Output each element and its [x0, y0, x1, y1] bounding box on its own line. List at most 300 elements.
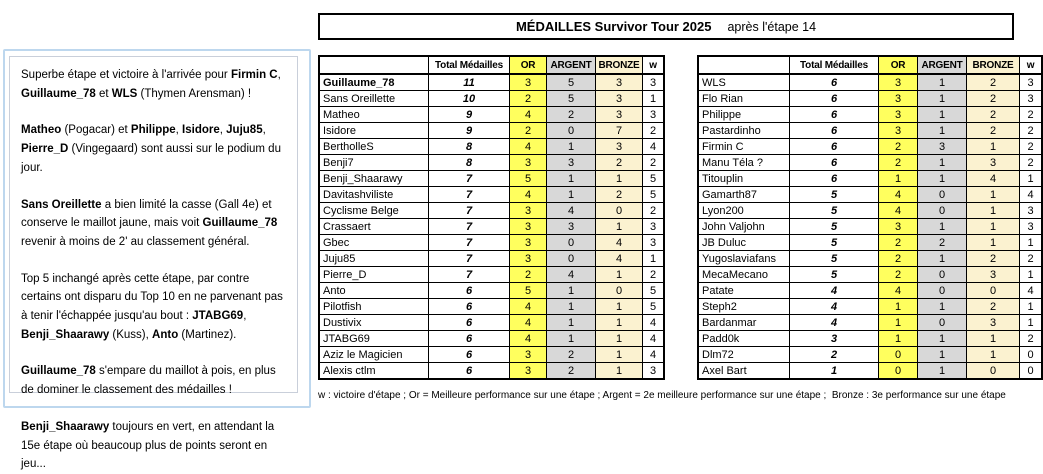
gold-cell: 4 — [879, 283, 918, 299]
commentary-text: toujours en vert, en attendant la 15e étape où beaucoup plus de points seront en jeu... — [21, 420, 275, 471]
wins-cell: 4 — [643, 347, 665, 363]
commentary-text: et — [95, 87, 112, 100]
w-header: w — [1020, 56, 1043, 74]
commentary-text: s'empare du maillot à pois, en plus de dominer le classement des médailles ! — [21, 365, 276, 397]
bronze-cell: 0 — [596, 203, 643, 219]
silver-cell: 4 — [547, 267, 596, 283]
silver-cell: 1 — [918, 171, 967, 187]
bronze-cell: 2 — [596, 155, 643, 171]
table-row — [698, 91, 1042, 107]
gold-cell: 5 — [510, 283, 547, 299]
table-row — [319, 299, 664, 315]
total-medals-cell: 6 — [790, 171, 879, 187]
legend-footnote: w : victoire d'étape ; Or = Meilleure performance sur une étape ; Argent = 2e meilleure performance sur une étape ; Bronze : 3e performance sur une étape — [318, 390, 1006, 401]
gold-cell: 4 — [510, 107, 547, 123]
silver-cell: 3 — [547, 155, 596, 171]
silver-cell: 1 — [918, 347, 967, 363]
silver-cell: 0 — [547, 251, 596, 267]
total-medals-cell: 6 — [790, 155, 879, 171]
wins-cell: 4 — [643, 331, 665, 347]
bronze-cell: 1 — [967, 347, 1020, 363]
bronze-cell: 3 — [967, 267, 1020, 283]
commentary-text: a bien limité la casse (Gall 4e) et conserve le maillot jaune, mais voit — [21, 198, 272, 230]
player-name-cell: Gamarth87 — [698, 187, 790, 203]
w-header: w — [643, 56, 665, 74]
commentary-paragraph — [21, 196, 287, 252]
bronze-cell: 7 — [596, 123, 643, 139]
total-medals-cell: 9 — [429, 123, 510, 139]
bronze-cell: 1 — [596, 363, 643, 380]
gold-cell: 2 — [510, 91, 547, 107]
player-name-text: Guillaume_78 — [21, 365, 96, 378]
table-row — [698, 171, 1042, 187]
player-name-cell: Padd0k — [698, 331, 790, 347]
table-row — [319, 139, 664, 155]
gold-cell: 3 — [510, 347, 547, 363]
commentary-paragraph — [21, 418, 287, 474]
bronze-cell: 1 — [596, 347, 643, 363]
silver-cell: 4 — [547, 203, 596, 219]
silver-cell: 2 — [547, 107, 596, 123]
gold-cell: 1 — [879, 315, 918, 331]
player-name-cell: Guillaume_78 — [319, 74, 429, 91]
table-row — [319, 219, 664, 235]
table-row — [319, 315, 664, 331]
table-row — [698, 235, 1042, 251]
total-header: Total Médailles — [790, 56, 879, 74]
player-name-text: Benji_Shaarawy — [21, 420, 110, 433]
total-medals-cell: 6 — [790, 139, 879, 155]
silver-cell: 1 — [918, 91, 967, 107]
player-name-cell: Flo Rian — [698, 91, 790, 107]
table-row — [319, 251, 664, 267]
player-name-text: Isidore — [182, 124, 220, 137]
wins-cell: 1 — [643, 251, 665, 267]
gold-cell: 1 — [879, 331, 918, 347]
total-medals-cell: 5 — [790, 187, 879, 203]
table-row — [698, 155, 1042, 171]
total-medals-cell: 4 — [790, 299, 879, 315]
player-name-cell: Gbec — [319, 235, 429, 251]
silver-cell: 1 — [918, 155, 967, 171]
player-name-cell: JB Duluc — [698, 235, 790, 251]
wins-cell: 3 — [1020, 219, 1043, 235]
table-row — [698, 267, 1042, 283]
table-row — [319, 74, 664, 91]
player-name-text: Matheo — [21, 124, 62, 137]
silver-cell: 1 — [547, 331, 596, 347]
total-medals-cell: 6 — [429, 299, 510, 315]
bronze-cell: 3 — [967, 315, 1020, 331]
commentary-text: , — [277, 69, 281, 81]
commentary-text: Superbe étape et victoire à l'arrivée pour — [21, 69, 231, 81]
total-medals-cell: 8 — [429, 139, 510, 155]
total-medals-cell: 6 — [429, 331, 510, 347]
silver-cell: 2 — [918, 235, 967, 251]
bronze-cell: 3 — [596, 74, 643, 91]
total-medals-cell: 7 — [429, 235, 510, 251]
silver-cell: 0 — [547, 235, 596, 251]
bronze-cell: 3 — [596, 107, 643, 123]
gold-cell: 4 — [510, 187, 547, 203]
table-row — [698, 315, 1042, 331]
bronze-cell: 1 — [967, 139, 1020, 155]
name-header — [319, 56, 429, 74]
silver-cell: 2 — [547, 347, 596, 363]
wins-cell: 3 — [643, 235, 665, 251]
bronze-cell: 1 — [967, 219, 1020, 235]
silver-cell: 1 — [918, 107, 967, 123]
gold-cell: 3 — [510, 203, 547, 219]
gold-cell: 2 — [879, 267, 918, 283]
player-name-cell: Matheo — [319, 107, 429, 123]
total-medals-cell: 5 — [790, 251, 879, 267]
silver-cell: 5 — [547, 74, 596, 91]
bronze-cell: 1 — [967, 187, 1020, 203]
wins-cell: 1 — [1020, 315, 1043, 331]
silver-cell: 1 — [918, 363, 967, 380]
gold-cell: 2 — [879, 155, 918, 171]
gold-cell: 3 — [879, 123, 918, 139]
silver-cell: 2 — [547, 363, 596, 380]
player-name-cell: Axel Bart — [698, 363, 790, 380]
wins-cell: 3 — [1020, 203, 1043, 219]
player-name-cell: Isidore — [319, 123, 429, 139]
commentary-paragraph — [21, 270, 287, 345]
commentary-text: Top 5 inchangé après cette étape, par contre certains ont disparu du Top 10 en ne parvenant pas à tenir l'échappée jusqu'au bout : — [21, 272, 283, 323]
player-name-text: Guillaume_78 — [21, 87, 96, 100]
name-header — [698, 56, 790, 74]
wins-cell: 2 — [643, 203, 665, 219]
commentary-text: (Pogacar) et — [61, 124, 131, 137]
player-name-text: JTABG69 — [192, 310, 244, 323]
gold-cell: 4 — [879, 203, 918, 219]
wins-cell: 2 — [643, 155, 665, 171]
gold-cell: 3 — [879, 107, 918, 123]
total-medals-cell: 6 — [429, 315, 510, 331]
total-medals-cell: 7 — [429, 251, 510, 267]
wins-cell: 2 — [1020, 139, 1043, 155]
table-row — [319, 267, 664, 283]
commentary-box — [9, 56, 298, 471]
bronze-cell: 3 — [967, 155, 1020, 171]
or-header: OR — [510, 56, 547, 74]
bronze-cell: 1 — [596, 315, 643, 331]
wins-cell: 5 — [643, 171, 665, 187]
player-name-cell: Alexis ctlm — [319, 363, 429, 380]
total-medals-cell: 10 — [429, 91, 510, 107]
player-name-text: Benji_Shaarawy — [21, 328, 110, 341]
table-row — [698, 283, 1042, 299]
player-name-cell: John Valjohn — [698, 219, 790, 235]
player-name-text: Guillaume_78 — [202, 217, 278, 230]
commentary-text: , — [219, 124, 227, 137]
wins-cell: 2 — [1020, 123, 1043, 139]
player-name-text: Pierre_D — [21, 143, 69, 156]
gold-cell: 4 — [510, 299, 547, 315]
total-medals-cell: 11 — [429, 74, 510, 91]
player-name-cell: Cyclisme Belge — [319, 203, 429, 219]
wins-cell: 3 — [643, 107, 665, 123]
player-name-cell: Manu Téla ? — [698, 155, 790, 171]
gold-cell: 3 — [510, 74, 547, 91]
player-name-text: Firmin C — [230, 69, 278, 81]
total-medals-cell: 4 — [790, 283, 879, 299]
player-name-cell: Bardanmar — [698, 315, 790, 331]
silver-cell: 1 — [547, 139, 596, 155]
bronze-header: BRONZE — [596, 56, 643, 74]
silver-cell: 1 — [918, 251, 967, 267]
player-name-text: Juju85 — [226, 124, 263, 137]
wins-cell: 3 — [643, 363, 665, 380]
table-row — [698, 187, 1042, 203]
player-name-cell: Patate — [698, 283, 790, 299]
wins-cell: 4 — [1020, 187, 1043, 203]
wins-cell: 2 — [643, 267, 665, 283]
gold-cell: 3 — [510, 219, 547, 235]
player-name-cell: Firmin C — [698, 139, 790, 155]
bronze-cell: 2 — [967, 251, 1020, 267]
table-row — [319, 187, 664, 203]
wins-cell: 4 — [1020, 283, 1043, 299]
table-row — [698, 251, 1042, 267]
header-row — [698, 56, 1042, 74]
bronze-cell: 1 — [596, 331, 643, 347]
player-name-cell: Anto — [319, 283, 429, 299]
total-medals-cell: 6 — [790, 123, 879, 139]
player-name-text: Philippe — [130, 124, 176, 137]
silver-cell: 0 — [918, 187, 967, 203]
table-row — [319, 123, 664, 139]
table-row — [698, 219, 1042, 235]
commentary-text: (Vingegaard) sont aussi sur le podium du jour. — [21, 143, 281, 174]
table-row — [319, 235, 664, 251]
gold-cell: 4 — [510, 315, 547, 331]
silver-cell: 1 — [918, 74, 967, 91]
player-name-cell: WLS — [698, 74, 790, 91]
total-medals-cell: 1 — [790, 363, 879, 380]
total-medals-cell: 6 — [790, 107, 879, 123]
silver-cell: 3 — [918, 139, 967, 155]
player-name-cell: Benji7 — [319, 155, 429, 171]
argent-header: ARGENT — [918, 56, 967, 74]
table-row — [698, 123, 1042, 139]
silver-cell: 0 — [918, 267, 967, 283]
total-medals-cell: 6 — [429, 347, 510, 363]
table-row — [698, 363, 1042, 380]
player-name-cell: BertholleS — [319, 139, 429, 155]
wins-cell: 4 — [643, 139, 665, 155]
player-name-cell: Pilotfish — [319, 299, 429, 315]
player-name-cell: Titouplin — [698, 171, 790, 187]
wins-cell: 1 — [1020, 299, 1043, 315]
wins-cell: 1 — [643, 91, 665, 107]
table-row — [319, 91, 664, 107]
argent-header: ARGENT — [547, 56, 596, 74]
wins-cell: 2 — [1020, 331, 1043, 347]
gold-cell: 4 — [510, 139, 547, 155]
wins-cell: 2 — [643, 123, 665, 139]
bronze-cell: 1 — [967, 235, 1020, 251]
player-name-cell: Davitashviliste — [319, 187, 429, 203]
commentary-paragraph — [21, 121, 287, 177]
silver-cell: 5 — [547, 91, 596, 107]
player-name-cell: Pastardinho — [698, 123, 790, 139]
commentary-paragraph — [21, 362, 287, 399]
player-name-cell: Crassaert — [319, 219, 429, 235]
bronze-cell: 2 — [967, 123, 1020, 139]
table-row — [319, 155, 664, 171]
bronze-cell: 1 — [596, 299, 643, 315]
stage-indicator: après l'étape 14 — [727, 19, 817, 34]
total-medals-cell: 8 — [429, 155, 510, 171]
gold-cell: 0 — [879, 347, 918, 363]
total-medals-cell: 3 — [790, 331, 879, 347]
table-row — [319, 203, 664, 219]
bronze-cell: 1 — [967, 331, 1020, 347]
total-medals-cell: 2 — [790, 347, 879, 363]
wins-cell: 0 — [1020, 347, 1043, 363]
table-row — [698, 203, 1042, 219]
gold-cell: 3 — [510, 363, 547, 380]
bronze-cell: 1 — [596, 267, 643, 283]
gold-cell: 1 — [879, 299, 918, 315]
player-name-text: Anto — [152, 328, 179, 341]
bronze-cell: 2 — [967, 91, 1020, 107]
wins-cell: 4 — [643, 315, 665, 331]
bronze-cell: 0 — [967, 283, 1020, 299]
player-name-cell: Yugoslaviafans — [698, 251, 790, 267]
silver-cell: 1 — [547, 299, 596, 315]
table-row — [698, 331, 1042, 347]
gold-cell: 4 — [879, 187, 918, 203]
total-medals-cell: 7 — [429, 219, 510, 235]
wins-cell: 1 — [1020, 267, 1043, 283]
commentary-text: (Kuss), — [109, 328, 153, 341]
bronze-header: BRONZE — [967, 56, 1020, 74]
bronze-cell: 4 — [596, 235, 643, 251]
gold-cell: 3 — [510, 251, 547, 267]
commentary-text: revenir à moins de 2' au classement général. — [21, 235, 250, 248]
wins-cell: 5 — [643, 299, 665, 315]
gold-cell: 2 — [879, 139, 918, 155]
player-name-cell: Lyon200 — [698, 203, 790, 219]
total-medals-cell: 7 — [429, 171, 510, 187]
player-name-cell: Benji_Shaarawy — [319, 171, 429, 187]
total-header: Total Médailles — [429, 56, 510, 74]
wins-cell: 2 — [1020, 155, 1043, 171]
wins-cell: 3 — [1020, 91, 1043, 107]
table-row — [698, 139, 1042, 155]
player-name-cell: Juju85 — [319, 251, 429, 267]
silver-cell: 1 — [547, 283, 596, 299]
bronze-cell: 1 — [967, 203, 1020, 219]
total-medals-cell: 4 — [790, 315, 879, 331]
total-medals-cell: 5 — [790, 203, 879, 219]
bronze-cell: 2 — [967, 74, 1020, 91]
bronze-cell: 4 — [967, 171, 1020, 187]
wins-cell: 3 — [643, 219, 665, 235]
silver-cell: 1 — [918, 331, 967, 347]
wins-cell: 5 — [643, 187, 665, 203]
bronze-cell: 2 — [596, 187, 643, 203]
header-row — [319, 56, 664, 74]
gold-cell: 2 — [879, 251, 918, 267]
table-row — [698, 299, 1042, 315]
medals-table-left — [318, 55, 665, 380]
medals-table-right — [697, 55, 1043, 380]
wins-cell: 5 — [643, 283, 665, 299]
silver-cell: 0 — [918, 283, 967, 299]
title-bar — [318, 13, 1014, 40]
commentary-text: (Thymen Arensman) ! — [137, 87, 252, 100]
silver-cell: 0 — [918, 203, 967, 219]
total-medals-cell: 6 — [429, 363, 510, 380]
player-name-cell: Dlm72 — [698, 347, 790, 363]
gold-cell: 3 — [510, 155, 547, 171]
total-medals-cell: 5 — [790, 267, 879, 283]
bronze-cell: 1 — [596, 171, 643, 187]
player-name-cell: JTABG69 — [319, 331, 429, 347]
silver-cell: 0 — [918, 315, 967, 331]
wins-cell: 1 — [1020, 235, 1043, 251]
or-header: OR — [879, 56, 918, 74]
table-row — [319, 107, 664, 123]
total-medals-cell: 7 — [429, 267, 510, 283]
player-name-cell: Philippe — [698, 107, 790, 123]
gold-cell: 5 — [510, 171, 547, 187]
gold-cell: 3 — [879, 74, 918, 91]
gold-cell: 4 — [510, 331, 547, 347]
total-medals-cell: 9 — [429, 107, 510, 123]
silver-cell: 1 — [918, 299, 967, 315]
player-name-cell: Steph2 — [698, 299, 790, 315]
wins-cell: 2 — [1020, 107, 1043, 123]
bronze-cell: 1 — [596, 219, 643, 235]
page-title: MÉDAILLES Survivor Tour 2025 — [515, 19, 712, 34]
gold-cell: 0 — [879, 363, 918, 380]
silver-cell: 0 — [547, 123, 596, 139]
total-medals-cell: 5 — [790, 235, 879, 251]
commentary-text: , — [262, 124, 266, 137]
bronze-cell: 0 — [967, 363, 1020, 380]
wins-cell: 3 — [1020, 74, 1043, 91]
gold-cell: 3 — [510, 235, 547, 251]
commentary-paragraph — [21, 66, 287, 103]
bronze-cell: 2 — [967, 107, 1020, 123]
wins-cell: 1 — [1020, 171, 1043, 187]
table-row — [319, 283, 664, 299]
wins-cell: 3 — [643, 74, 665, 91]
player-name-cell: Aziz le Magicien — [319, 347, 429, 363]
table-row — [698, 347, 1042, 363]
gold-cell: 3 — [879, 91, 918, 107]
total-medals-cell: 7 — [429, 187, 510, 203]
silver-cell: 1 — [547, 187, 596, 203]
table-row — [319, 363, 664, 380]
total-medals-cell: 6 — [790, 91, 879, 107]
gold-cell: 1 — [879, 171, 918, 187]
commentary-text: , — [175, 124, 183, 137]
table-row — [319, 331, 664, 347]
silver-cell: 1 — [918, 219, 967, 235]
total-medals-cell: 7 — [429, 203, 510, 219]
silver-cell: 3 — [547, 219, 596, 235]
silver-cell: 1 — [918, 123, 967, 139]
bronze-cell: 3 — [596, 139, 643, 155]
table-row — [319, 171, 664, 187]
bronze-cell: 0 — [596, 283, 643, 299]
